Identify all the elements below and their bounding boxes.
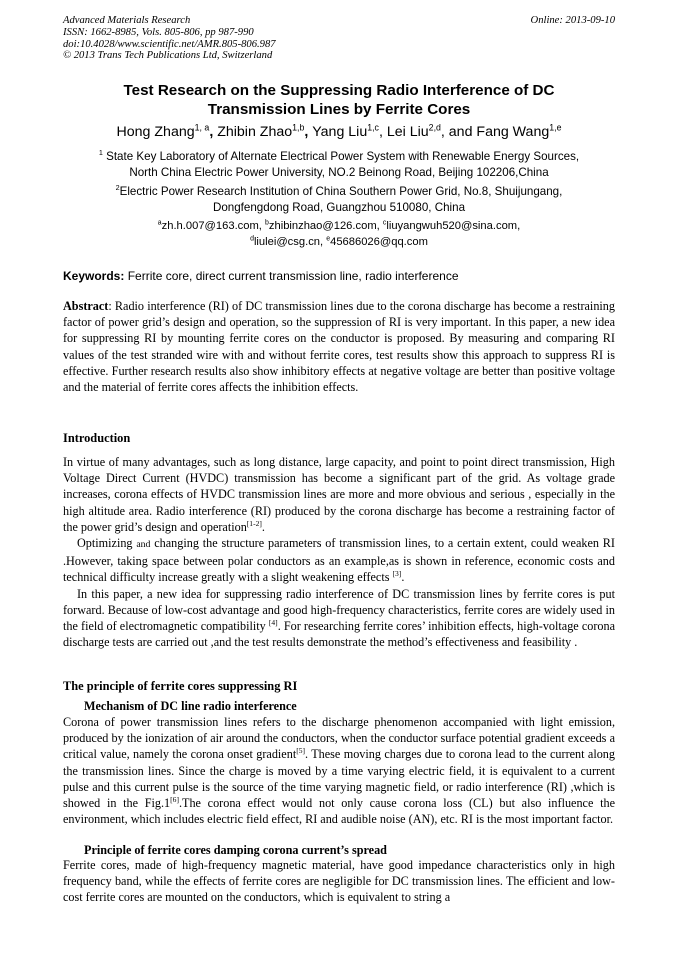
journal-name: Advanced Materials Research (63, 15, 191, 26)
introduction-heading: Introduction (63, 431, 131, 445)
email-link[interactable]: liulei@csg.cn, (253, 235, 327, 248)
email-sup: a (157, 219, 162, 227)
email-link[interactable]: zhibinzhao@126.com, (268, 220, 383, 232)
author-separator: , (378, 124, 387, 140)
author-separator: , (209, 124, 218, 140)
affiliation-2 (40, 184, 638, 216)
author-affiliation-sup: 1,e (549, 122, 562, 133)
intro-paragraph-1: In virtue of many advantages, such as long distance, large capacity, and point to point direct transmission, High Voltage Direct Current (HVDC) transmission has become a significant part of the grid. As voltage grade increases, corona effects of HVDC transmission lines are more and more obvious and serious , especially in the high altitude area. Radio interference (RI) produced by the corona discharge has become a restraining factor of the power grid’s design and operation[1-2]. (63, 455, 615, 534)
ferrite-subheading: Principle of ferrite cores damping corona current’s spread (84, 843, 387, 857)
author-name: Lei Liu (386, 124, 429, 140)
journal-header (63, 15, 276, 62)
citation[interactable]: [6] (170, 794, 179, 804)
affiliation-1 (40, 149, 638, 181)
keywords-text: Ferrite core, direct current transmission line, radio interference (124, 269, 459, 283)
email-link[interactable]: 45686026@qq.com (330, 235, 428, 248)
citation[interactable]: [5] (296, 746, 306, 756)
author-name: Yang Liu (312, 124, 368, 140)
affiliation-2-line-1: Electric Power Research Institution of China Southern Power Grid, No.8, Shuijungang, (119, 185, 563, 198)
author-separator: , and (440, 124, 477, 140)
copyright: © 2013 Trans Tech Publications Ltd, Switzerland (63, 50, 273, 62)
author-emails (40, 219, 638, 250)
author-list (30, 123, 648, 141)
mechanism-subheading: Mechanism of DC line radio interference (84, 699, 297, 713)
author-affiliation-sup: 1,b (292, 122, 305, 133)
mechanism-body (63, 714, 615, 827)
email-sup: b (265, 219, 269, 227)
email-sup: e (326, 234, 331, 242)
abstract (63, 298, 615, 395)
citation[interactable]: [1-2] (246, 518, 262, 528)
email-sup: d (250, 234, 254, 242)
introduction-body (63, 454, 615, 650)
citation[interactable]: [3] (392, 569, 402, 579)
email-link[interactable]: liuyangwuh520@sina.com, (386, 220, 521, 232)
principle-heading: The principle of ferrite cores suppressing RI (63, 679, 298, 693)
mechanism-paragraph: Corona of power transmission lines refers to the discharge phenomenon accompanied with light emission, produced by the ionization of air around the conductors, when the conductor surface potential gradient exceeds a critical value, namely the corona onset gradient[5]. These moving charges due to corona lead to the current along the transmission lines. Since the charge is moved by a time varying electric field, it is equivalent to a current pulse and this current pulse is the source of the time varying magnetic field, or radio interference (RI) ,which is showed in the Fig.1[6].The corona effect would not only cause corona loss (CL) but also influence the environment, which includes electric field effect, RI and audible noise (AN), etc. RI is the most important factor. (63, 715, 615, 827)
keywords (63, 268, 615, 284)
paper-title (40, 82, 638, 119)
title-line-2: Transmission Lines by Ferrite Cores (207, 100, 471, 118)
author-separator: , (304, 124, 313, 140)
email-link[interactable]: zh.h.007@163.com, (161, 220, 266, 232)
ferrite-body (63, 857, 615, 906)
online-date: Online: 2013-09-10 (530, 15, 615, 26)
keywords-label: Keywords: (63, 269, 125, 283)
author-name: Hong Zhang (116, 124, 195, 140)
issn: ISSN: 1662-8985, Vols. 805-806, pp 987-990 (63, 26, 254, 38)
affiliation-1-line-1: State Key Laboratory of Alternate Electrical Power System with Renewable Energy Sources, (102, 150, 580, 163)
affiliation-1-line-2: North China Electric Power University, NO.2 Beinong Road, Beijing 102206,China (129, 166, 549, 179)
citation[interactable]: [4] (268, 617, 278, 627)
affiliation-sup: 2 (115, 183, 120, 193)
affiliation-sup: 1 (98, 148, 103, 158)
email-sup: c (382, 219, 387, 227)
author-name: Zhibin Zhao (217, 124, 293, 140)
author-affiliation-sup: 1, a (194, 122, 210, 133)
intro-paragraph-3: In this paper, a new idea for suppressing radio interference of DC transmission lines by ferrite cores is put forward. Because of low-cost advantage and good high-frequency characteristics, ferrite cores are widely used in the field of electromagnetic compatibility [4]. For researching ferrite cores’ inhibition effects, high-voltage corona discharge tests are carried out ,and the test results demonstrate the method’s effectiveness and feasibility . (63, 586, 616, 650)
affiliation-2-line-2: Dongfengdong Road, Guangzhou 510080, China (212, 201, 466, 214)
author-name: Fang Wang (476, 124, 550, 140)
abstract-text: : Radio interference (RI) of DC transmission lines due to the corona discharge has become a restraining factor of power grid’s design and operation, so the suppression of RI is very important. In this paper, a new idea for suppressing RI by mounting ferrite cores on the conductor is proposed. By measuring and comparing RI values of the test stranded wire with and without ferrite cores, test results show this approach to suppress RI is effective. Further research results also show inhibitory effects at negative voltage are better than positive voltage and the material of ferrite cores affects the inhibition effects. (63, 299, 615, 395)
author-affiliation-sup: 2,d (428, 122, 441, 133)
author-affiliation-sup: 1,c (367, 122, 379, 133)
doi: doi:10.4028/www.scientific.net/AMR.805-806.987 (63, 38, 276, 50)
title-line-1: Test Research on the Suppressing Radio Interference of DC (123, 82, 555, 99)
abstract-label: Abstract (63, 299, 109, 313)
intro-paragraph-2: Optimizing and changing the structure parameters of transmission lines, to a certain extent, could weaken RI .However, taking space between polar conductors as an example,as is shown in reference, economic costs and technical difficulty increase greatly with a slight weakening effects [3]. (63, 536, 615, 585)
ferrite-paragraph: Ferrite cores, made of high-frequency magnetic material, have good impedance characteristics only in high frequency band, while the effects of ferrite cores are negligible for DC transmission lines. The efficient and low-cost ferrite cores are mounted on the conductors, which is equivalent to string a (63, 858, 615, 905)
